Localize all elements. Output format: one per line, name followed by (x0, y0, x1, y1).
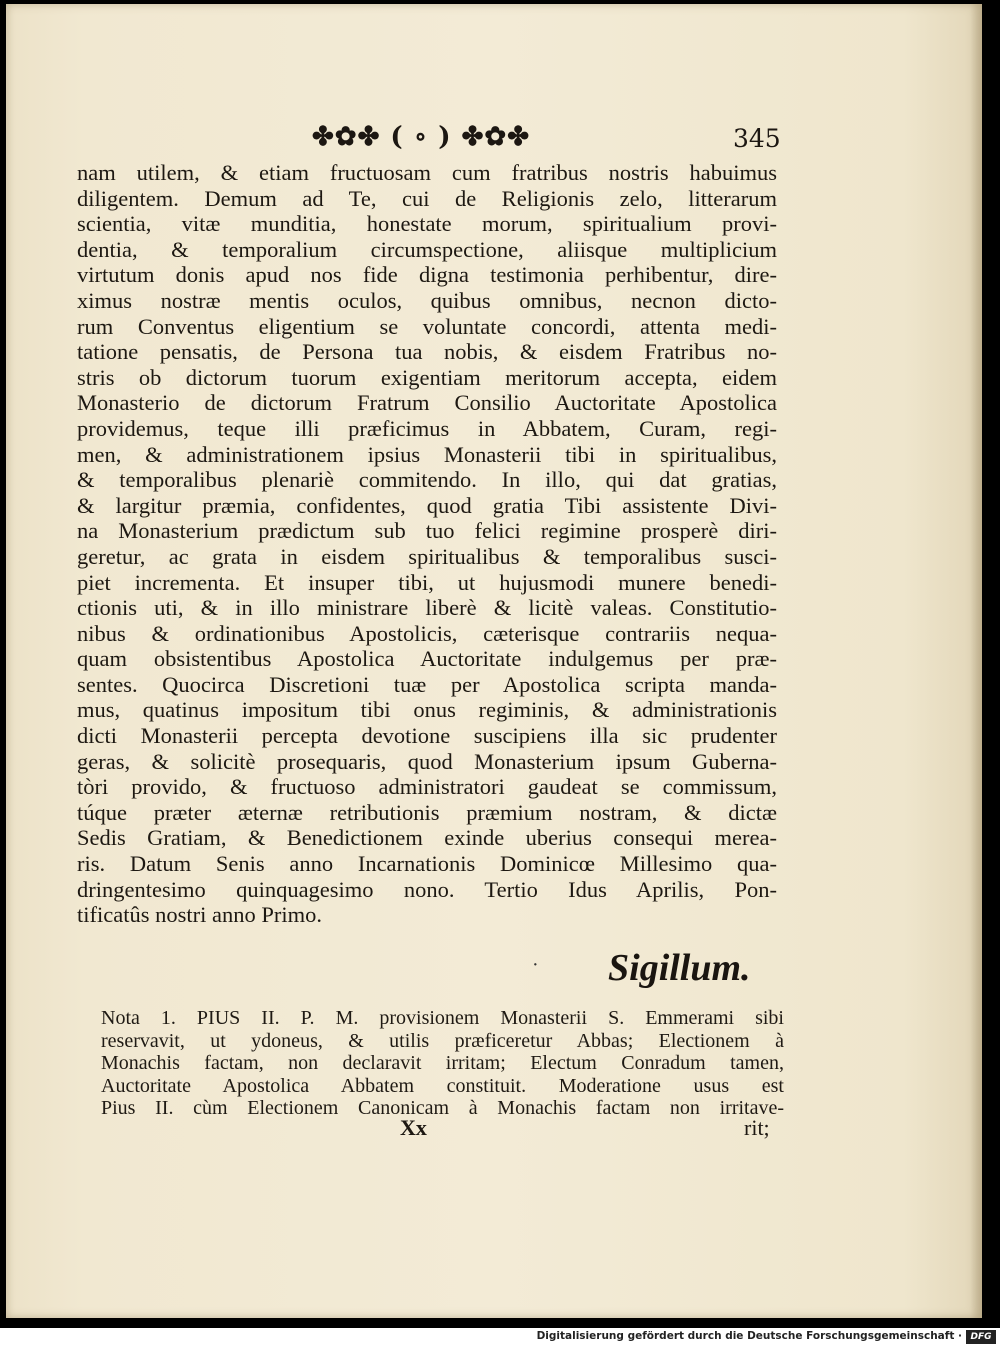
seal-label: Sigillum. (608, 947, 751, 989)
text-line: stris ob dictorum tuorum exigentiam meritorum accepta, eidem (77, 364, 777, 390)
text-line: tatione pensatis, de Persona tua nobis, & eisdem Fratribus no- (77, 339, 777, 365)
text-line: tòri provido, & fructuoso administratori gaudeat se commissum, (77, 774, 777, 800)
text-line: dicti Monasterii percepta devotione suscipiens illa sic prudenter (77, 723, 777, 749)
note-line: Auctoritate Apostolica Abbatem constituit. Moderatione usus est (101, 1074, 784, 1097)
text-line: virtutum donis apud nos fide digna testimonia perhibentur, dire- (77, 262, 777, 288)
text-line: mus, quatinus impositum tibi onus regiminis, & administrationis (77, 697, 777, 723)
text-line: quam obsistentibus Apostolica Auctoritate indulgemus per præ- (77, 646, 777, 672)
text-line: ximus nostræ mentis oculos, quibus omnibus, necnon dicto- (77, 287, 777, 313)
text-line: ctionis uti, & in illo ministrare liberè & licitè valeas. Constitutio- (77, 595, 777, 621)
text-line: tificatûs nostri anno Primo. (77, 902, 322, 928)
page-number: 345 (733, 124, 781, 153)
page-header (6, 122, 982, 162)
header-ornament: ✤✿✤ ( ∘ ) ✤✿✤ (312, 122, 531, 152)
text-line: & temporalibus plenariè commitendo. In illo, qui dat gratias, (77, 467, 777, 493)
signature-mark: Xx (400, 1115, 427, 1140)
note-line: Monachis factam, non declaravit irritam; Electum Conradum tamen, (101, 1052, 784, 1074)
note-line: Pius II. cùm Electionem Canonicam à Monachis factam non irritave- (101, 1097, 784, 1119)
footnote (101, 1007, 784, 1120)
seal-mark: · (532, 954, 539, 976)
text-line: nibus & ordinationibus Apostolicis, cæterisque contrariis nequa- (77, 620, 777, 646)
note-line: reservavit, ut ydoneus, & utilis præficeretur Abbas; Electionem à (101, 1029, 784, 1052)
text-line: geretur, ac grata in eisdem spiritualibus & temporalibus susci- (77, 543, 777, 569)
text-line: dringentesimo quinquagesimo nono. Tertio Idus Aprilis, Pon- (77, 876, 777, 902)
text-line: sentes. Quocirca Discretioni tuæ per Apostolica scripta manda- (77, 671, 777, 697)
book-page (6, 4, 982, 1318)
text-line: diligentem. Demum ad Te, cui de Religionis zelo, litterarum (77, 185, 777, 211)
text-line: ris. Datum Senis anno Incarnationis Dominicœ Millesimo qua- (77, 851, 777, 877)
note-line: Nota 1. PIUS II. P. M. provisionem Monasterii S. Emmerami sibi (101, 1007, 784, 1029)
text-line: nam utilem, & etiam fructuosam cum fratribus nostris habuimus (77, 160, 777, 185)
text-line: na Monasterium prædictum sub tuo felici regimine prosperè diri- (77, 518, 777, 544)
dfg-logo: DFG (966, 1330, 996, 1344)
text-line: men, & administrationem ipsius Monasterii tibi in spiritualibus, (77, 441, 777, 467)
footer-credit: Digitalisierung gefördert durch die Deutsche Forschungsgemeinschaft · (536, 1330, 962, 1342)
text-line: dentia, & temporalium circumspectione, aliisque multiplicium (77, 236, 777, 262)
text-line: Sedis Gratiam, & Benedictionem exinde uberius consequi merea- (77, 825, 777, 851)
text-line: & largitur præmia, confidentes, quod gratia Tibi assistente Divi- (77, 492, 777, 518)
text-line: piet incrementa. Et insuper tibi, ut hujusmodi munere benedi- (77, 569, 777, 595)
body-text (77, 160, 777, 928)
catchword: rit; (744, 1115, 770, 1140)
text-line: geras, & solicitè prosequaris, quod Monasterium ipsum Guberna- (77, 748, 777, 774)
text-line: scientia, vitæ munditia, honestate morum, spiritualium provi- (77, 211, 777, 237)
text-line: túque præter æternæ retributionis præmium nostram, & dictæ (77, 799, 777, 825)
text-line: providemus, teque illi præficimus in Abbatem, Curam, regi- (77, 415, 777, 441)
text-line: rum Conventus eligentium se voluntate concordi, attenta medi- (77, 313, 777, 339)
text-line: Monasterio de dictorum Fratrum Consilio Auctoritate Apostolica (77, 390, 777, 416)
footer-bar (0, 1328, 1000, 1347)
